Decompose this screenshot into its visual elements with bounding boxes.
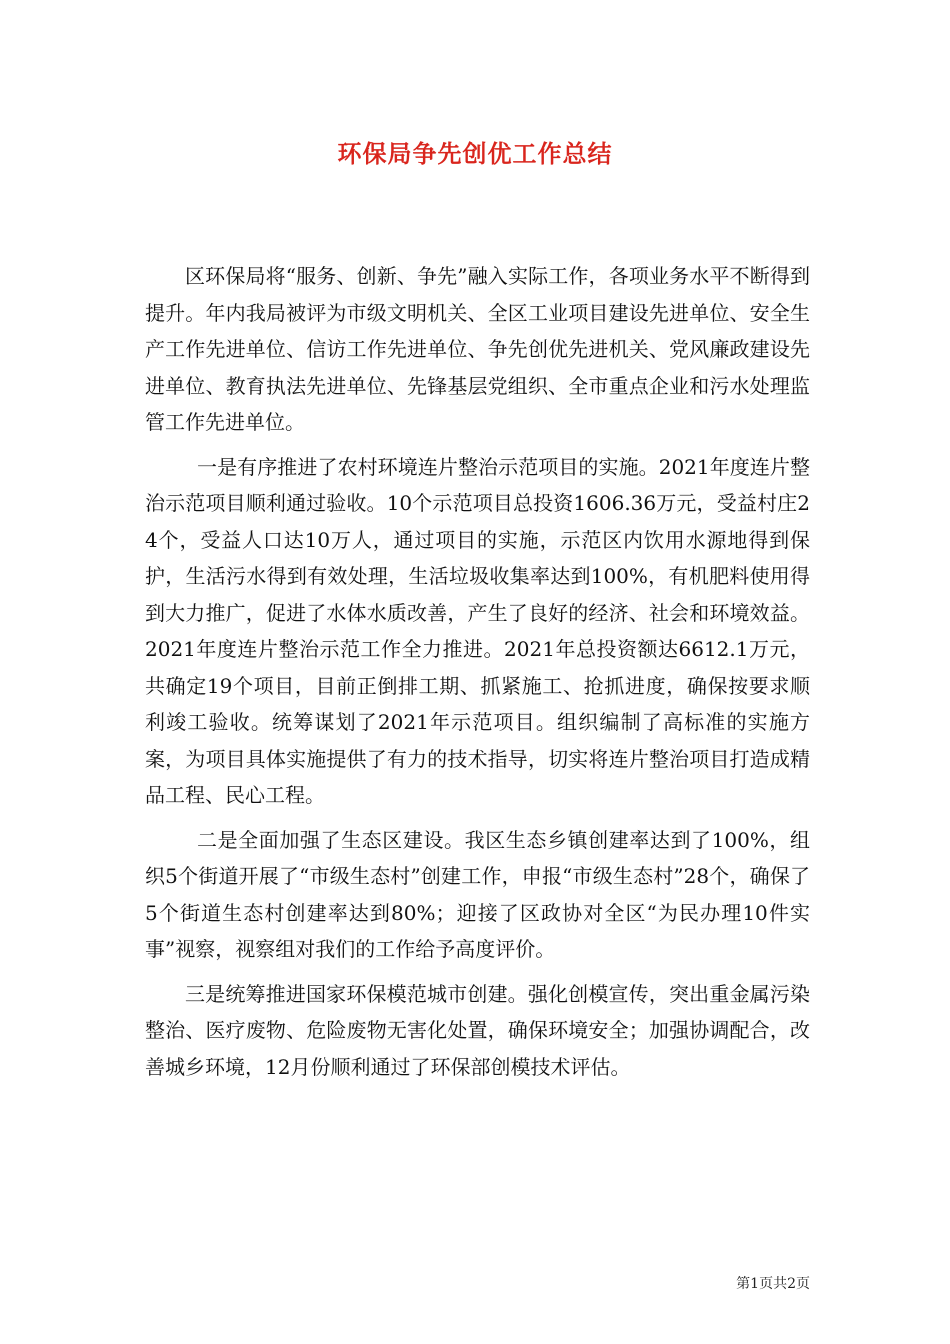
paragraph-ecological-district: 二是全面加强了生态区建设。我区生态乡镇创建率达到了100%，组织5个街道开展了“市级生态村”创建工作，申报“市级生态村”28个，确保了5个街道生态村创建率达到80%；迎接了区政协对全区“为民办理10件实事”视察，视察组对我们的工作给予高度评价。 [145, 827, 810, 961]
paragraph-model-city: 三是统筹推进国家环保模范城市创建。强化创模宣传，突出重金属污染整治、医疗废物、危险废物无害化处置，确保环境安全；加强协调配合，改善城乡环境，12月份顺利通过了环保部创模技术评估。 [145, 981, 810, 1079]
page-number: 第1页共2页 [736, 1276, 810, 1292]
document-title: 环保局争先创优工作总结 [337, 139, 613, 168]
document-body [145, 258, 810, 1093]
paragraph-intro: 区环保局将“服务、创新、争先”融入实际工作，各项业务水平不断得到提升。年内我局被评为市级文明机关、全区工业项目建设先进单位、安全生产工作先进单位、信访工作先进单位、争先创优先进机关、党风廉政建设先进单位、教育执法先进单位、先锋基层党组织、全市重点企业和污水处理监管工作先进单位。 [145, 264, 810, 434]
paragraph-rural-environment: 一是有序推进了农村环境连片整治示范项目的实施。2021年度连片整治示范项目顺利通过验收。10个示范项目总投资1606.36万元，受益村庄24个，受益人口达10万人，通过项目的实施，示范区内饮用水源地得到保护，生活污水得到有效处理，生活垃圾收集率达到100%，有机肥料使用得到大力推广，促进了水体水质改善，产生了良好的经济、社会和环境效益。2021年度连片整治示范工作全力推进。2021年总投资额达6612.1万元，共确定19个项目，目前正倒排工期、抓紧施工、抢抓进度，确保按要求顺利竣工验收。统筹谋划了2021年示范项目。组织编制了高标准的实施方案，为项目具体实施提供了有力的技术指导，切实将连片整治项目打造成精品工程、民心工程。 [145, 454, 810, 807]
